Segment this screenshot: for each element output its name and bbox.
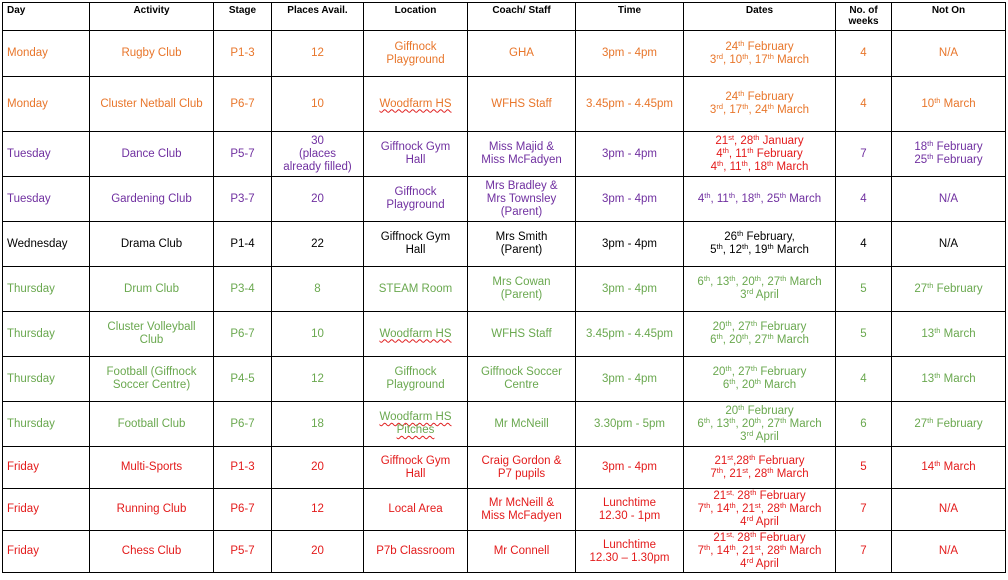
coach-cell: WFHS Staff: [468, 77, 576, 132]
table-row: [3, 132, 1006, 177]
time-cell: 3pm - 4pm: [576, 132, 684, 177]
activity-cell: Running Club: [90, 489, 214, 531]
time-cell: 3pm - 4pm: [576, 267, 684, 312]
activity-cell: Drama Club: [90, 222, 214, 267]
not-on-cell: 18th February 25th February: [892, 132, 1006, 177]
not-on-cell: 27th February: [892, 402, 1006, 447]
location-cell: Giffnock Gym Hall: [364, 447, 468, 489]
table-row: [3, 402, 1006, 447]
weeks-cell: 5: [836, 312, 892, 357]
table-row: [3, 77, 1006, 132]
not-on-cell: 14th March: [892, 447, 1006, 489]
stage-cell: P3-4: [214, 267, 272, 312]
activity-cell: Multi-Sports: [90, 447, 214, 489]
table-row: [3, 31, 1006, 77]
not-on-cell: N/A: [892, 31, 1006, 77]
location-cell: STEAM Room: [364, 267, 468, 312]
dates-cell: 20th, 27th February 6th, 20th March: [684, 357, 836, 402]
coach-cell: Miss Majid & Miss McFadyen: [468, 132, 576, 177]
dates-cell: 4th, 11th, 18th, 25th March: [684, 177, 836, 222]
coach-cell: WFHS Staff: [468, 312, 576, 357]
weeks-cell: 5: [836, 267, 892, 312]
dates-cell: 20th February 6th, 13th, 20th, 27th March 3rd April: [684, 402, 836, 447]
dates-cell: $21^{st,}$ 28th February 7th, 14th, 21st, 28th March 4rd April: [684, 531, 836, 573]
not-on-cell: 10th March: [892, 77, 1006, 132]
not-on-cell: N/A: [892, 489, 1006, 531]
coach-cell: Mr Connell: [468, 531, 576, 573]
location-cell: Woodfarm HS: [364, 312, 468, 357]
coach-cell: Mrs Cowan (Parent): [468, 267, 576, 312]
not-on-cell: 13th March: [892, 357, 1006, 402]
header-day: Day: [3, 3, 90, 31]
activity-cell: Cluster Volleyball Club: [90, 312, 214, 357]
activity-cell: Drum Club: [90, 267, 214, 312]
weeks-cell: 6: [836, 402, 892, 447]
activity-cell: Cluster Netball Club: [90, 77, 214, 132]
location-cell: P7b Classroom: [364, 531, 468, 573]
coach-cell: Mrs Smith (Parent): [468, 222, 576, 267]
places-cell: 20: [272, 447, 364, 489]
time-cell: Lunchtime 12.30 - 1pm: [576, 489, 684, 531]
stage-cell: P3-7: [214, 177, 272, 222]
time-cell: 3.45pm - 4.45pm: [576, 77, 684, 132]
weeks-cell: 7: [836, 489, 892, 531]
places-cell: 30 (places already filled): [272, 132, 364, 177]
coach-cell: Mr McNeill & Miss McFadyen: [468, 489, 576, 531]
header-row: [3, 3, 1006, 31]
coach-cell: Mrs Bradley & Mrs Townsley (Parent): [468, 177, 576, 222]
time-cell: Lunchtime 12.30 – 1.30pm: [576, 531, 684, 573]
day-cell: Thursday: [3, 267, 90, 312]
day-cell: Thursday: [3, 312, 90, 357]
stage-cell: P6-7: [214, 489, 272, 531]
header-activity: Activity: [90, 3, 214, 31]
dates-cell: 26th February, 5th, 12th, 19th March: [684, 222, 836, 267]
activity-cell: Rugby Club: [90, 31, 214, 77]
table-row: [3, 222, 1006, 267]
time-cell: 3.30pm - 5pm: [576, 402, 684, 447]
weeks-cell: 5: [836, 447, 892, 489]
weeks-cell: 4: [836, 222, 892, 267]
coach-cell: Craig Gordon & P7 pupils: [468, 447, 576, 489]
day-cell: Tuesday: [3, 177, 90, 222]
time-cell: 3.45pm - 4.45pm: [576, 312, 684, 357]
day-cell: Tuesday: [3, 132, 90, 177]
clubs-timetable: [2, 2, 1006, 573]
weeks-cell: 7: [836, 531, 892, 573]
time-cell: 3pm - 4pm: [576, 222, 684, 267]
dates-cell: 21st, 28th January 4th, 11th February 4th, 11th, 18th March: [684, 132, 836, 177]
dates-cell: 21st,28th February 7th, 21st, 28th March: [684, 447, 836, 489]
places-cell: 10: [272, 312, 364, 357]
day-cell: Thursday: [3, 402, 90, 447]
activity-cell: Football Club: [90, 402, 214, 447]
activity-cell: Chess Club: [90, 531, 214, 573]
weeks-cell: 7: [836, 132, 892, 177]
not-on-cell: N/A: [892, 222, 1006, 267]
stage-cell: P5-7: [214, 531, 272, 573]
table-row: [3, 177, 1006, 222]
weeks-cell: 4: [836, 77, 892, 132]
header-dates: Dates: [684, 3, 836, 31]
location-cell: Giffnock Playground: [364, 177, 468, 222]
places-cell: 12: [272, 31, 364, 77]
dates-cell: 24th February 3rd, 10th, 17th March: [684, 31, 836, 77]
stage-cell: P6-7: [214, 77, 272, 132]
weeks-cell: 4: [836, 357, 892, 402]
places-cell: 12: [272, 489, 364, 531]
header-coach: Coach/ Staff: [468, 3, 576, 31]
stage-cell: P4-5: [214, 357, 272, 402]
stage-cell: P1-3: [214, 447, 272, 489]
day-cell: Thursday: [3, 357, 90, 402]
table-row: [3, 267, 1006, 312]
not-on-cell: N/A: [892, 531, 1006, 573]
places-cell: 12: [272, 357, 364, 402]
activity-cell: Dance Club: [90, 132, 214, 177]
not-on-cell: 13th March: [892, 312, 1006, 357]
coach-cell: Giffnock Soccer Centre: [468, 357, 576, 402]
location-cell: Giffnock Playground: [364, 357, 468, 402]
time-cell: 3pm - 4pm: [576, 357, 684, 402]
day-cell: Friday: [3, 489, 90, 531]
stage-cell: P6-7: [214, 402, 272, 447]
location-cell: Woodfarm HS: [364, 77, 468, 132]
time-cell: 3pm - 4pm: [576, 177, 684, 222]
activity-cell: Gardening Club: [90, 177, 214, 222]
header-places: Places Avail.: [272, 3, 364, 31]
day-cell: Friday: [3, 447, 90, 489]
header-time: Time: [576, 3, 684, 31]
stage-cell: P5-7: [214, 132, 272, 177]
places-cell: 20: [272, 177, 364, 222]
stage-cell: P6-7: [214, 312, 272, 357]
dates-cell: 24th February 3rd, 17th, 24th March: [684, 77, 836, 132]
dates-cell: $21^{st,}$ 28th February 7th, 14th, 21st, 28th March 4rd April: [684, 489, 836, 531]
not-on-cell: N/A: [892, 177, 1006, 222]
places-cell: 8: [272, 267, 364, 312]
dates-cell: 6th, 13th, 20th, 27th March 3rd April: [684, 267, 836, 312]
table-row: [3, 531, 1006, 573]
table-row: [3, 447, 1006, 489]
day-cell: Wednesday: [3, 222, 90, 267]
day-cell: Friday: [3, 531, 90, 573]
table-row: [3, 357, 1006, 402]
stage-cell: P1-3: [214, 31, 272, 77]
location-cell: Local Area: [364, 489, 468, 531]
header-not-on: Not On: [892, 3, 1006, 31]
table-row: [3, 489, 1006, 531]
not-on-cell: 27th February: [892, 267, 1006, 312]
weeks-cell: 4: [836, 31, 892, 77]
dates-cell: 20th, 27th February 6th, 20th, 27th March: [684, 312, 836, 357]
header-weeks: No. of weeks: [836, 3, 892, 31]
day-cell: Monday: [3, 77, 90, 132]
location-cell: Giffnock Gym Hall: [364, 222, 468, 267]
places-cell: 22: [272, 222, 364, 267]
places-cell: 10: [272, 77, 364, 132]
coach-cell: GHA: [468, 31, 576, 77]
day-cell: Monday: [3, 31, 90, 77]
location-cell: Giffnock Gym Hall: [364, 132, 468, 177]
weeks-cell: 4: [836, 177, 892, 222]
table-row: [3, 312, 1006, 357]
time-cell: 3pm - 4pm: [576, 447, 684, 489]
time-cell: 3pm - 4pm: [576, 31, 684, 77]
header-stage: Stage: [214, 3, 272, 31]
places-cell: 18: [272, 402, 364, 447]
header-location: Location: [364, 3, 468, 31]
stage-cell: P1-4: [214, 222, 272, 267]
places-cell: 20: [272, 531, 364, 573]
activity-cell: Football (Giffnock Soccer Centre): [90, 357, 214, 402]
location-cell: Giffnock Playground: [364, 31, 468, 77]
location-cell: Woodfarm HS Pitches: [364, 402, 468, 447]
coach-cell: Mr McNeill: [468, 402, 576, 447]
